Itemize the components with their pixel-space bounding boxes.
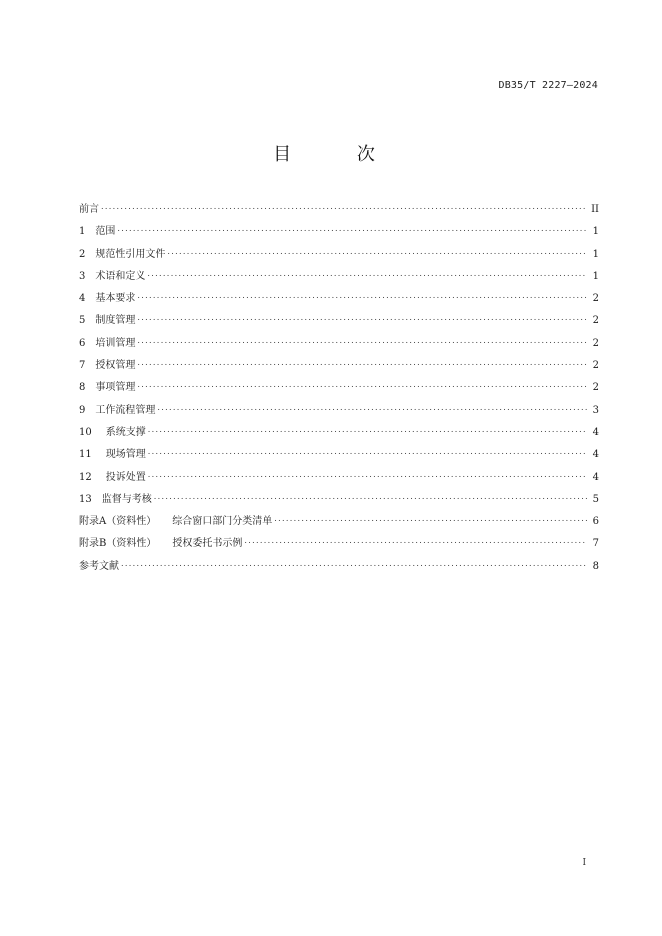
dot-leader — [117, 224, 587, 234]
toc-entry-page: 2 — [592, 382, 599, 394]
toc-entry-4[interactable] — [79, 288, 599, 310]
dot-leader — [137, 336, 587, 346]
toc-entry-number: 8 — [79, 382, 86, 394]
toc-entry-number: 10 — [79, 426, 92, 438]
dot-leader — [147, 269, 587, 279]
toc-entry-label: 现场管理 — [105, 449, 146, 461]
toc-entry-page: 1 — [592, 226, 599, 238]
toc-entry-label: 监督与考核 — [101, 493, 152, 505]
toc-entry-3[interactable] — [79, 266, 599, 288]
toc-entry-13[interactable] — [79, 489, 599, 511]
toc-entry-label: 基本要求 — [95, 293, 136, 305]
dot-leader — [148, 425, 587, 435]
toc-entry-number: 1 — [79, 226, 86, 238]
toc-entry-number: 9 — [79, 404, 86, 416]
toc-entry-number: 6 — [79, 337, 86, 349]
toc-entry-number: 附录A（资料性） — [79, 516, 157, 528]
toc-entry-2[interactable] — [79, 244, 599, 266]
toc-entry-page: 1 — [592, 270, 599, 282]
toc-entry-appendix-b[interactable] — [79, 533, 599, 555]
toc-entry-8[interactable] — [79, 377, 599, 399]
toc-entry-page: 7 — [592, 538, 599, 550]
toc-entry-page: 6 — [592, 516, 599, 528]
toc-entry-page: 2 — [592, 315, 599, 327]
toc-entry-page: 2 — [592, 293, 599, 305]
toc-entry-12[interactable] — [79, 467, 599, 489]
toc-entry-label: 授权委托书示例 — [172, 538, 243, 550]
toc-entry-6[interactable] — [79, 333, 599, 355]
toc-entry-label: 前言 — [79, 204, 99, 215]
toc-entry-number: 4 — [79, 293, 86, 305]
toc-entry-label: 工作流程管理 — [95, 404, 156, 416]
toc-entry-label: 系统支撑 — [105, 426, 146, 438]
table-of-contents — [79, 199, 599, 578]
dot-leader — [121, 559, 587, 569]
dot-leader — [154, 492, 587, 502]
toc-entry-5[interactable] — [79, 310, 599, 332]
dot-leader — [148, 447, 587, 457]
toc-entry-9[interactable] — [79, 400, 599, 422]
document-code: DB35/T 2227—2024 — [498, 80, 598, 91]
toc-entry-page: 4 — [592, 449, 599, 461]
toc-entry-1[interactable] — [79, 221, 599, 243]
toc-entry-page: 3 — [592, 404, 599, 416]
toc-title: 目 次 — [273, 144, 405, 165]
toc-entry-number: 2 — [79, 248, 86, 260]
toc-entry-7[interactable] — [79, 355, 599, 377]
toc-entry-label: 授权管理 — [95, 360, 136, 372]
toc-entry-page: 5 — [592, 493, 599, 505]
toc-entry-page: 4 — [592, 426, 599, 438]
toc-entry-label: 综合窗口部门分类清单 — [172, 516, 273, 528]
dot-leader — [157, 403, 587, 413]
dot-leader — [137, 380, 587, 390]
dot-leader — [137, 358, 587, 368]
toc-entry-label: 参考文献 — [79, 560, 119, 572]
toc-entry-label: 培训管理 — [95, 337, 136, 349]
dot-leader — [148, 470, 587, 480]
toc-entry-label: 术语和定义 — [95, 270, 146, 282]
toc-entry-label: 制度管理 — [95, 315, 136, 327]
toc-entry-page: 8 — [592, 560, 599, 572]
toc-entry-page: 1 — [592, 248, 599, 260]
toc-entry-label: 规范性引用文件 — [95, 248, 166, 260]
dot-leader — [274, 514, 587, 524]
toc-entry-page: II — [591, 204, 599, 215]
toc-entry-appendix-a[interactable] — [79, 511, 599, 533]
toc-entry-label: 投诉处置 — [105, 471, 146, 483]
toc-entry-page: 2 — [592, 360, 599, 372]
toc-entry-label: 事项管理 — [95, 382, 136, 394]
dot-leader — [137, 291, 587, 301]
toc-entry-label: 范围 — [95, 226, 116, 238]
dot-leader — [167, 247, 587, 257]
toc-entry-number: 13 — [79, 493, 92, 505]
dot-leader — [101, 202, 587, 212]
toc-entry-number: 5 — [79, 315, 86, 327]
toc-entry-10[interactable] — [79, 422, 599, 444]
toc-entry-number: 7 — [79, 360, 86, 372]
toc-entry-foreword[interactable] — [79, 199, 599, 221]
toc-entry-number: 11 — [79, 449, 92, 461]
page-number: I — [582, 858, 586, 868]
dot-leader — [244, 536, 587, 546]
toc-entry-page: 2 — [592, 337, 599, 349]
toc-entry-page: 4 — [592, 471, 599, 483]
dot-leader — [137, 313, 587, 323]
toc-entry-number: 3 — [79, 270, 86, 282]
toc-entry-11[interactable] — [79, 444, 599, 466]
toc-entry-number: 附录B（资料性） — [79, 538, 157, 550]
toc-entry-number: 12 — [79, 471, 92, 483]
toc-entry-references[interactable] — [79, 556, 599, 578]
